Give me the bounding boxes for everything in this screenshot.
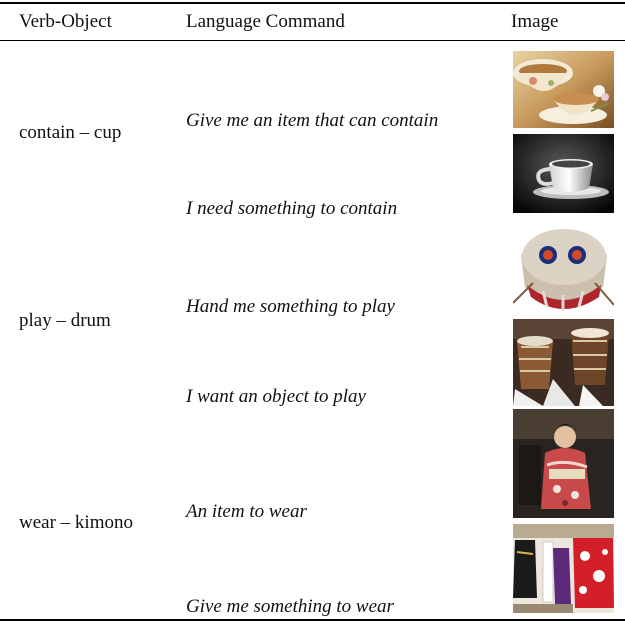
verb-object-cell: play – drum [19, 310, 111, 331]
white-cup-photo [513, 134, 614, 213]
header-language-command: Language Command [186, 11, 345, 32]
header-image: Image [511, 11, 559, 32]
command-cell: I want an object to play [186, 386, 366, 407]
table-bottom-rule [0, 619, 625, 621]
tabla-drums-photo [513, 319, 614, 406]
table-top-rule [0, 2, 625, 4]
teacups-photo [513, 51, 614, 128]
drum-photo [513, 225, 614, 313]
table-header-rule [0, 40, 625, 41]
verb-object-cell: wear – kimono [19, 512, 133, 533]
command-cell: Hand me something to play [186, 296, 395, 317]
command-cell: Give me an item that can contain [186, 110, 439, 131]
command-cell: I need something to contain [186, 198, 398, 219]
woman-in-kimono-photo [513, 409, 614, 518]
kimonos-display-photo [513, 524, 614, 613]
header-verb-object: Verb-Object [19, 11, 112, 32]
verb-object-cell: contain – cup [19, 122, 122, 143]
command-cell: An item to wear [186, 501, 307, 522]
command-cell: Give me something to wear [186, 596, 394, 617]
